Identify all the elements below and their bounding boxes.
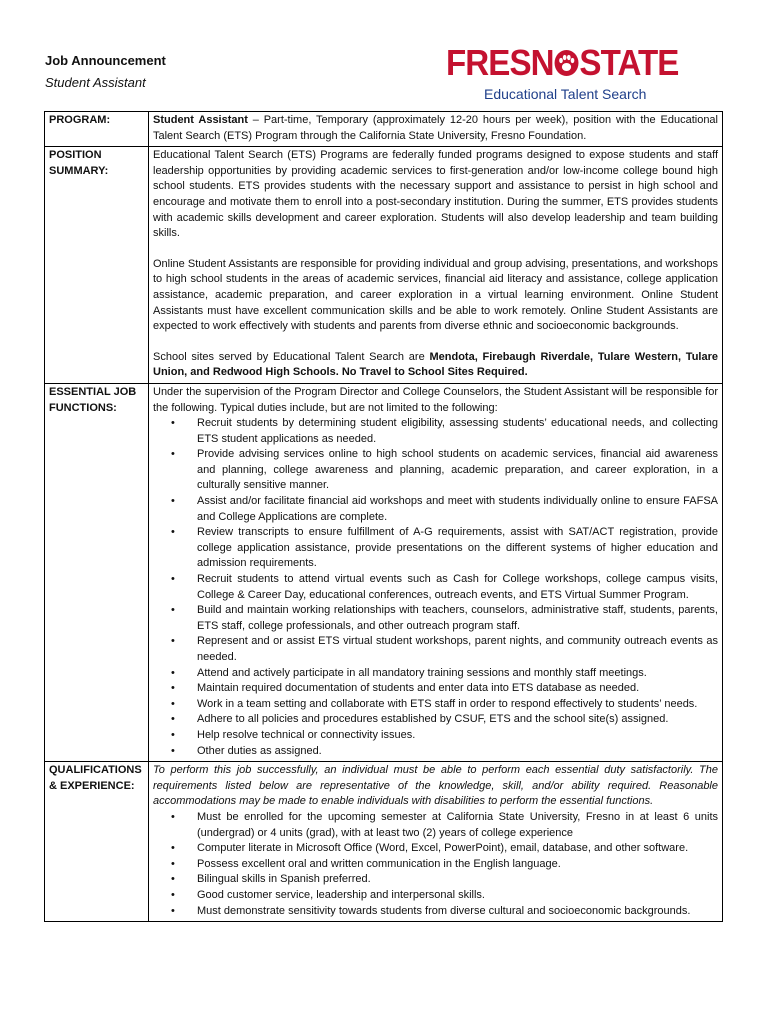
summary-paragraph-3	[153, 350, 718, 381]
logo-subtitle: Educational Talent Search	[484, 86, 647, 102]
functions-row	[45, 383, 723, 761]
list-item: • Recruit students by determining student eligibility, assessing students’ educational needs, and collecting ETS student applications as needed.	[197, 416, 718, 447]
functions-list	[153, 416, 718, 759]
list-item: • Bilingual skills in Spanish preferred.	[197, 872, 718, 888]
document-title: Job Announcement	[45, 53, 166, 68]
list-item: • Review transcripts to ensure fulfillment of A-G requirements, assist with SAT/ACT registration, provide college application assistance, provide presentations on the different systems of higher education and admission requirements.	[197, 525, 718, 572]
qualifications-label-line2: & EXPERIENCE:	[49, 779, 135, 792]
summary-content	[149, 147, 723, 384]
qualifications-row	[45, 762, 723, 922]
functions-intro: Under the supervision of the Program Director and College Counselors, the Student Assistant will be responsible for the following. Typical duties include, but are not limited to the following:	[153, 385, 718, 414]
program-content	[149, 112, 723, 147]
summary-label-line2: SUMMARY:	[49, 164, 109, 177]
list-item: • Work in a team setting and collaborate with ETS staff in order to respond effectively to students’ needs.	[197, 697, 718, 713]
list-item: • Maintain required documentation of students and enter data into ETS database as needed.	[197, 681, 718, 697]
paw-icon	[554, 48, 580, 78]
program-label: PROGRAM:	[45, 112, 149, 147]
list-item: • Build and maintain working relationships with teachers, counselors, administrative staff, students, parents, ETS staff, college professionals, and other outreach program staff.	[197, 603, 718, 634]
summary-paragraph-2: Online Student Assistants are responsible for providing individual and group advising, presentations, and workshops to high school students in the areas of academic services, financial aid literacy and assistance, college application assistance, academic preparation, and career exploration in a virtual learning environment. Online Student Assistants must have excellent communication skills and be able to work remotely. Online Student Assistants are expected to work effectively with students and parents from diverse ethnic and socioeconomic backgrounds.	[153, 257, 718, 333]
program-row	[45, 112, 723, 147]
list-item: • Provide advising services online to high school students on academic services, financial aid awareness and planning, college awareness and planning, academic preparation, and career exploration, in a culturally sensitive manner.	[197, 447, 718, 494]
qualifications-list	[153, 810, 718, 919]
logo-word-right: STATE	[579, 42, 679, 83]
list-item: • Attend and actively participate in all mandatory training sessions and monthly staff meetings.	[197, 666, 718, 682]
list-item: • Assist and/or facilitate financial aid workshops and meet with students individually online to ensure FAFSA and College Applications are complete.	[197, 494, 718, 525]
list-item: • Represent and or assist ETS virtual student workshops, parent nights, and community outreach events as needed.	[197, 634, 718, 665]
list-item: • Possess excellent oral and written communication in the English language.	[197, 857, 718, 873]
list-item: • Good customer service, leadership and interpersonal skills.	[197, 888, 718, 904]
functions-label-line2: FUNCTIONS:	[49, 401, 117, 414]
list-item: • Must be enrolled for the upcoming semester at California State University, Fresno in at least 6 units (undergrad) or 4 units (grad), with at least two (2) years of college experience	[197, 810, 718, 841]
list-item: • Other duties as assigned.	[197, 744, 718, 760]
summary-label-line1: POSITION	[49, 149, 102, 162]
program-title: Student Assistant	[153, 114, 248, 126]
functions-content	[149, 383, 723, 761]
qualifications-label-line1: QUALIFICATIONS	[49, 764, 142, 777]
summary-row	[45, 147, 723, 384]
list-item: • Recruit students to attend virtual events such as Cash for College workshops, college campus visits, College & Career Day, educational conferences, outreach events, and ETS Virtual Summer Program.	[197, 572, 718, 603]
document-header	[45, 53, 166, 91]
document-subtitle: Student Assistant	[45, 75, 146, 90]
list-item: • Help resolve technical or connectivity issues.	[197, 728, 718, 744]
functions-label	[45, 383, 149, 761]
list-item: • Computer literate in Microsoft Office (Word, Excel, PowerPoint), email, database, and other software.	[197, 841, 718, 857]
summary-label	[45, 147, 149, 384]
fresno-state-logo	[446, 44, 692, 102]
summary-paragraph-1: Educational Talent Search (ETS) Programs are federally funded programs designed to expose students and staff leadership opportunities by providing academic services to first-generation and/or low-income college bound high school students. ETS provides students with the necessary support and assistance to persist in high school and encourage and motivate them to enroll into a post-secondary institution. During the summer, ETS provides students with academic skills development and career exploration. Students will also develop leadership and team building skills.	[153, 149, 718, 240]
list-item: • Adhere to all policies and procedures established by CSUF, ETS and the school site(s) assigned.	[197, 712, 718, 728]
school-sites-lead: School sites served by Educational Talent Search are	[153, 350, 430, 363]
functions-label-line1: ESSENTIAL JOB	[49, 385, 137, 398]
qualifications-intro: To perform this job successfully, an individual must be able to perform each essential duty satisfactorily. The requirements listed below are representative of the knowledge, skill, and/or ability required. Reasonable accommodations may be made to enable individuals with disabilities to perform the essential functions.	[153, 764, 718, 808]
job-details-table	[44, 111, 723, 922]
qualifications-content	[149, 762, 723, 922]
qualifications-label	[45, 762, 149, 922]
school-sites-list: Mendota, Firebaugh Riverdale, Tulare Western, Tulare Union, and Redwood High Schools. No Travel to School Sites Required.	[153, 350, 719, 379]
list-item: • Must demonstrate sensitivity towards students from diverse cultural and socioeconomic backgrounds.	[197, 904, 718, 920]
program-text: – Part-time, Temporary (approximately 12-20 hours per week), position with the Educational Talent Search (ETS) Program through the California State University, Fresno Foundation.	[153, 114, 718, 142]
logo-word-left: FRESN	[446, 42, 554, 83]
logo-wordmark	[446, 42, 679, 83]
